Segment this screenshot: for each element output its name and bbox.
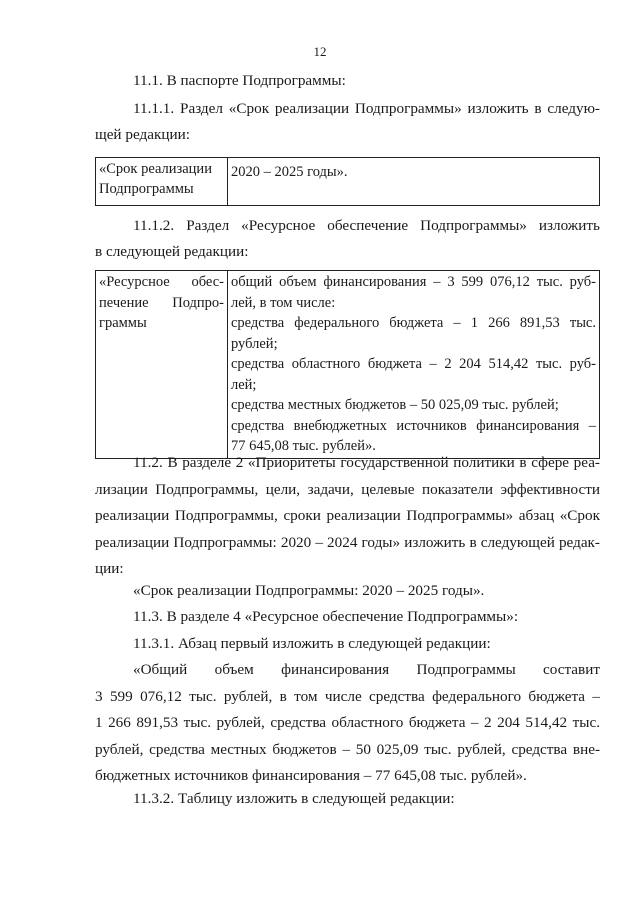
- resources-value-line: средства внебюджетных источников финансирования –: [231, 417, 596, 434]
- paragraph-line: 1 266 891,53 тыс. рублей, средства областного бюджета – 2 204 514,42 тыс.: [95, 714, 600, 731]
- resources-value-line: средства местных бюджетов – 50 025,09 тыс. рублей;: [231, 397, 559, 413]
- resources-value-line: рублей;: [231, 335, 278, 352]
- paragraph-line: бюджетных источников финансирования – 77 645,08 тыс. рублей».: [95, 767, 527, 784]
- paragraph-line: ции:: [95, 560, 124, 577]
- term-label-cell: [96, 158, 228, 206]
- page-number: 12: [313, 44, 327, 59]
- term-label-line: Подпрограммы: [99, 181, 194, 197]
- paragraph-line: реализации Подпрограммы: 2020 – 2024 годы» изложить в следующей редак-: [95, 533, 600, 551]
- paragraph-line: лизации Подпрограммы, цели, задачи, целевые показатели эффективности: [95, 480, 600, 498]
- resources-value-line: средства федерального бюджета – 1 266 891,53 тыс.: [231, 315, 596, 331]
- table-row: [96, 271, 600, 459]
- resources-value-line: лей, в том числе:: [231, 294, 336, 311]
- paragraph-quote-term: «Срок реализации Подпрограммы: 2020 – 2025 годы».: [133, 582, 485, 599]
- paragraph-11-3-2: 11.3.2. Таблицу изложить в следующей редакции:: [133, 790, 455, 807]
- resources-value-line: общий объем финансирования – 3 599 076,12 тыс. руб-: [231, 274, 596, 290]
- resources-table: [95, 270, 600, 459]
- resources-value-line: 77 645,08 тыс. рублей».: [231, 438, 376, 454]
- paragraph-11-1-1: 11.1.1. Раздел «Срок реализации Подпрограммы» изложить в следую-: [133, 100, 600, 117]
- resources-label-line: печение Подпро-: [99, 294, 224, 311]
- paragraph-line: 3 599 076,12 тыс. рублей, в том числе средства федерального бюджета –: [95, 687, 600, 705]
- paragraph-line: рублей, средства местных бюджетов – 50 025,09 тыс. рублей, средства вне-: [95, 740, 600, 758]
- resources-value-line: лей;: [231, 376, 257, 393]
- resources-value-cell: [228, 271, 600, 459]
- paragraph-11-2: [95, 450, 600, 583]
- term-value-cell: 2020 – 2025 годы».: [228, 158, 600, 206]
- table-row: [96, 158, 600, 206]
- resources-label-line: «Ресурсное обес-: [99, 274, 224, 290]
- paragraph-11-1-1-cont: щей редакции:: [95, 126, 190, 143]
- paragraph-11-1-2-cont: в следующей редакции:: [95, 243, 249, 260]
- term-table: [95, 157, 600, 206]
- resources-value-line: средства областного бюджета – 2 204 514,42 тыс. руб-: [231, 356, 596, 372]
- paragraph-line: 11.2. В разделе 2 «Приоритеты государственной политики в сфере реа-: [133, 454, 600, 471]
- paragraph-11-1-2: 11.1.2. Раздел «Ресурсное обеспечение Подпрограммы» изложить: [133, 217, 600, 234]
- term-label-line: «Срок реализации: [99, 161, 212, 177]
- paragraph-11-3: 11.3. В разделе 4 «Ресурсное обеспечение Подпрограммы»:: [133, 608, 519, 625]
- paragraph-quote-total: [95, 657, 600, 790]
- paragraph-line: реализации Подпрограммы, сроки реализации Подпрограммы» абзац «Срок: [95, 507, 600, 524]
- resources-label-line: граммы: [99, 315, 147, 331]
- paragraph-line: «Общий объем финансирования Подпрограммы составит: [133, 661, 600, 678]
- resources-label-cell: [96, 271, 228, 459]
- paragraph-11-1: 11.1. В паспорте Подпрограммы:: [133, 72, 346, 89]
- paragraph-11-3-1: 11.3.1. Абзац первый изложить в следующей редакции:: [133, 635, 491, 652]
